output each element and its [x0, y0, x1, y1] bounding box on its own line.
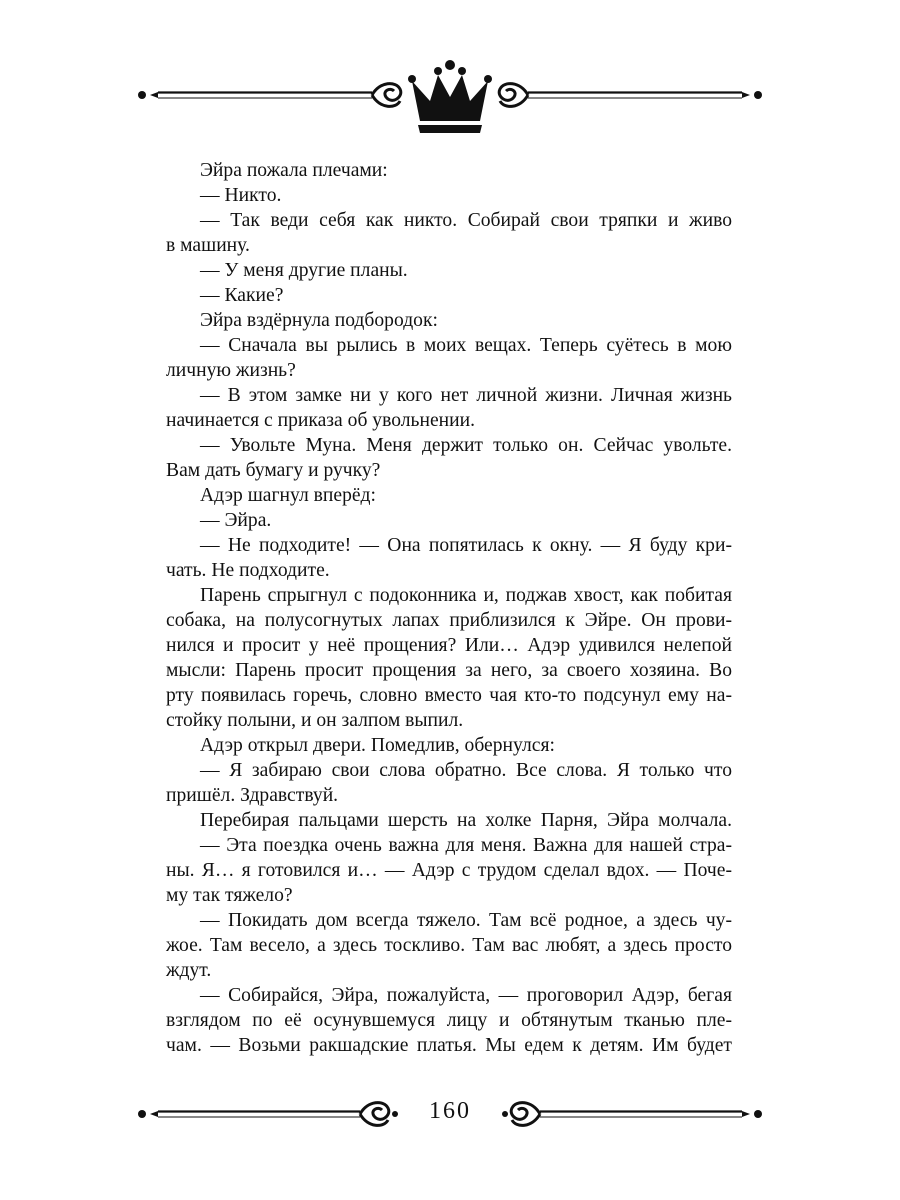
- header-crown-ornament: [0, 55, 900, 135]
- text-line: — Эта поездка очень важна для меня. Важна для нашей стра-: [200, 835, 732, 856]
- text-line: мысли: Парень просит прощения за него, за своего хозяина. Во: [166, 660, 732, 681]
- text-line: чать. Не подходите.: [166, 560, 330, 581]
- text-line: — Сначала вы рылись в моих вещах. Теперь суётесь в мою: [200, 335, 732, 356]
- text-line: Эйра пожала плечами:: [200, 160, 388, 181]
- text-line: — Собирайся, Эйра, пожалуйста, — проговорил Адэр, бегая: [200, 985, 732, 1006]
- text-line: ны. Я… я готовился и… — Адэр с трудом сделал вдох. — Поче-: [166, 860, 732, 881]
- page-number: 160: [429, 1098, 471, 1124]
- text-line: рту появилась горечь, словно вместо чая кто-то подсунул ему на-: [166, 685, 732, 706]
- text-line: — Покидать дом всегда тяжело. Там всё родное, а здесь чу-: [200, 910, 732, 931]
- text-line: в машину.: [166, 235, 250, 256]
- text-line: пришёл. Здравствуй.: [166, 785, 339, 806]
- text-line: Вам дать бумагу и ручку?: [166, 460, 381, 481]
- text-line: — Увольте Муна. Меня держит только он. Сейчас увольте.: [200, 435, 732, 456]
- text-line: — Эйра.: [200, 510, 272, 531]
- text-line: стойку полыни, и он залпом выпил.: [166, 710, 464, 731]
- text-line: Перебирая пальцами шерсть на холке Парня, Эйра молчала.: [200, 810, 732, 831]
- text-line: жое. Там весело, а здесь тоскливо. Там вас любят, а здесь просто: [166, 935, 732, 956]
- ornament-dot: [754, 91, 762, 99]
- text-line: Адэр открыл двери. Помедлив, обернулся:: [200, 735, 555, 756]
- ornament-dot: [138, 91, 146, 99]
- text-line: — Я забираю свои слова обратно. Все слова. Я только что: [200, 760, 732, 781]
- text-line: начинается с приказа об увольнении.: [166, 410, 476, 431]
- text-line: Эйра вздёрнула подбородок:: [200, 310, 438, 331]
- text-line: — У меня другие планы.: [200, 260, 408, 281]
- text-line: — Так веди себя как никто. Собирай свои тряпки и живо: [200, 210, 732, 231]
- text-line: — Никто.: [200, 185, 282, 206]
- text-line: му так тяжело?: [166, 885, 293, 906]
- text-line: нился и просит у неё прощения? Или… Адэр удивился нелепой: [166, 635, 732, 656]
- page-text: [166, 158, 732, 1058]
- text-line: — Не подходите! — Она попятилась к окну. — Я буду кри-: [200, 535, 732, 556]
- text-line: ждут.: [166, 960, 212, 981]
- text-line: чам. — Возьми ракшадские платья. Мы едем к детям. Им будет: [166, 1035, 732, 1056]
- text-line: собака, на полусогнутых лапах приблизился к Эйре. Он прови-: [166, 610, 732, 631]
- text-line: — Какие?: [200, 285, 284, 306]
- text-line: взглядом по её осунувшемуся лицу и обтянутым тканью пле-: [166, 1010, 732, 1031]
- crown-icon: [408, 60, 492, 133]
- text-line: — В этом замке ни у кого нет личной жизни. Личная жизнь: [200, 385, 732, 406]
- text-line: личную жизнь?: [166, 360, 296, 381]
- text-line: Парень спрыгнул с подоконника и, поджав хвост, как побитая: [200, 585, 732, 606]
- text-line: Адэр шагнул вперёд:: [200, 485, 376, 506]
